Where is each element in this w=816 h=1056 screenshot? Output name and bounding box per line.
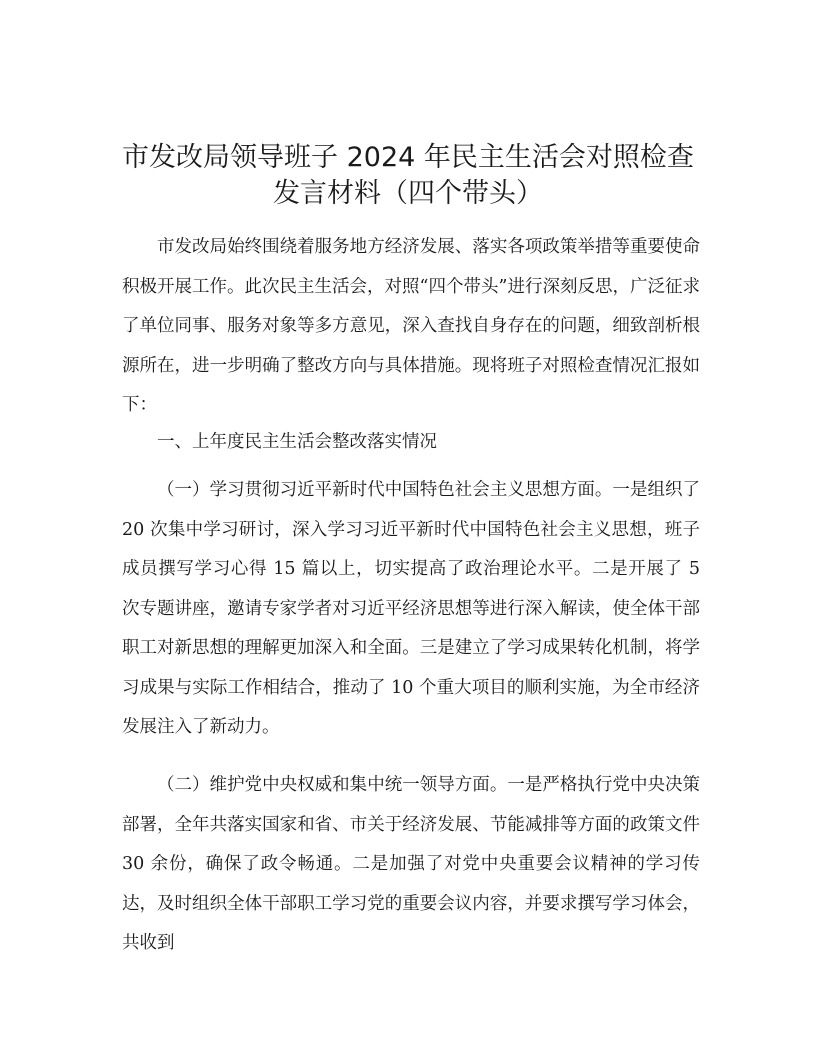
intro-paragraph: 市发改局始终围绕着服务地方经济发展、落实各项政策举措等重要使命积极开展工作。此次民主生活会，对照“四个带头”进行深刻反思，广泛征求了单位同事、服务对象等多方意见，深入查找自身存在的问题，细致剖析根源所在，进一步明确了整改方向与具体措施。现将班子对照检查情况汇报如下：	[122, 237, 700, 415]
section-heading-1: 一、上年度民主生活会整改落实情况	[157, 432, 437, 452]
document-title-line-1: 市发改局领导班子 2024 年民主生活会对照检查	[122, 142, 694, 173]
subsection-paragraph-2: （二）维护党中央权威和集中统一领导方面。一是严格执行党中央决策部署，全年共落实国家和省、市关于经济发展、节能减排等方面的政策文件 30 余份，确保了政令畅通。二是加强了对党中央重要会议精神的学习传达，及时组织全体干部职工学习党的重要会议内容，并要求撰写学习体会，共收到	[122, 775, 700, 953]
subsection-paragraph-1: （一）学习贯彻习近平新时代中国特色社会主义思想方面。一是组织了 20 次集中学习研讨，深入学习习近平新时代中国特色社会主义思想，班子成员撰写学习心得 15 篇以上，切实提高了政治理论水平。二是开展了 5 次专题讲座，邀请专家学者对习近平经济思想等进行深入解读，使全体干部职工对新思想的理解更加深入和全面。三是建立了学习成果转化机制，将学习成果与实际工作相结合，推动了 10 个重大项目的顺利实施，为全市经济发展注入了新动力。	[122, 480, 700, 737]
document-title-line-2: 发言材料（四个带头）	[273, 178, 543, 209]
